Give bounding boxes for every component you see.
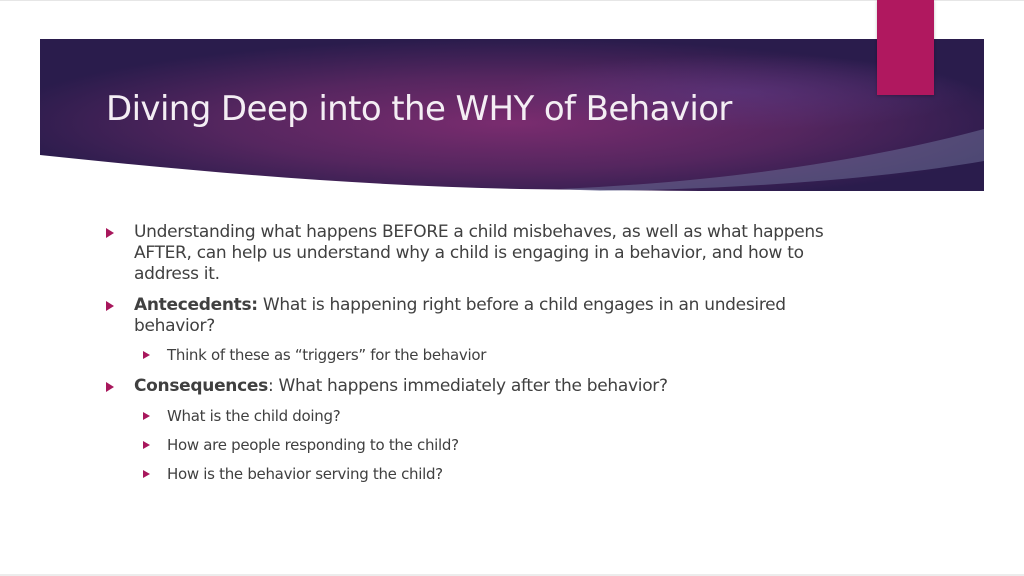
- sub-bullet-arrow-icon: [143, 441, 150, 449]
- bullet-arrow-icon: [106, 301, 114, 311]
- sub-bullet-text: How are people responding to the child?: [167, 436, 459, 454]
- sub-bullet-arrow-icon: [143, 470, 150, 478]
- bullet-text: Understanding what happens BEFORE a child misbehaves, as well as what happens AFTER, can help us understand why a child is engaging in a behavior, and how to address it.: [134, 222, 824, 284]
- slide-title: Diving Deep into the WHY of Behavior: [106, 89, 732, 129]
- bullet-lead: Consequences: [134, 376, 268, 396]
- sub-bullet-text: What is the child doing?: [167, 407, 341, 425]
- sub-bullet-text: Think of these as “triggers” for the behavior: [167, 346, 487, 364]
- bullet-arrow-icon: [106, 228, 114, 238]
- bullet-lead: Antecedents:: [134, 295, 258, 315]
- bullet-arrow-icon: [106, 382, 114, 392]
- bullet-body: : What happens immediately after the behavior?: [267, 376, 668, 396]
- sub-bullet-arrow-icon: [143, 412, 150, 420]
- bullet-body: What is happening right before a child engages in an undesired behavior?: [134, 295, 786, 336]
- bullet-text: [134, 295, 834, 337]
- sub-bullet-arrow-icon: [143, 351, 150, 359]
- sub-bullet-text: How is the behavior serving the child?: [167, 465, 443, 483]
- bullet-text: [134, 376, 834, 397]
